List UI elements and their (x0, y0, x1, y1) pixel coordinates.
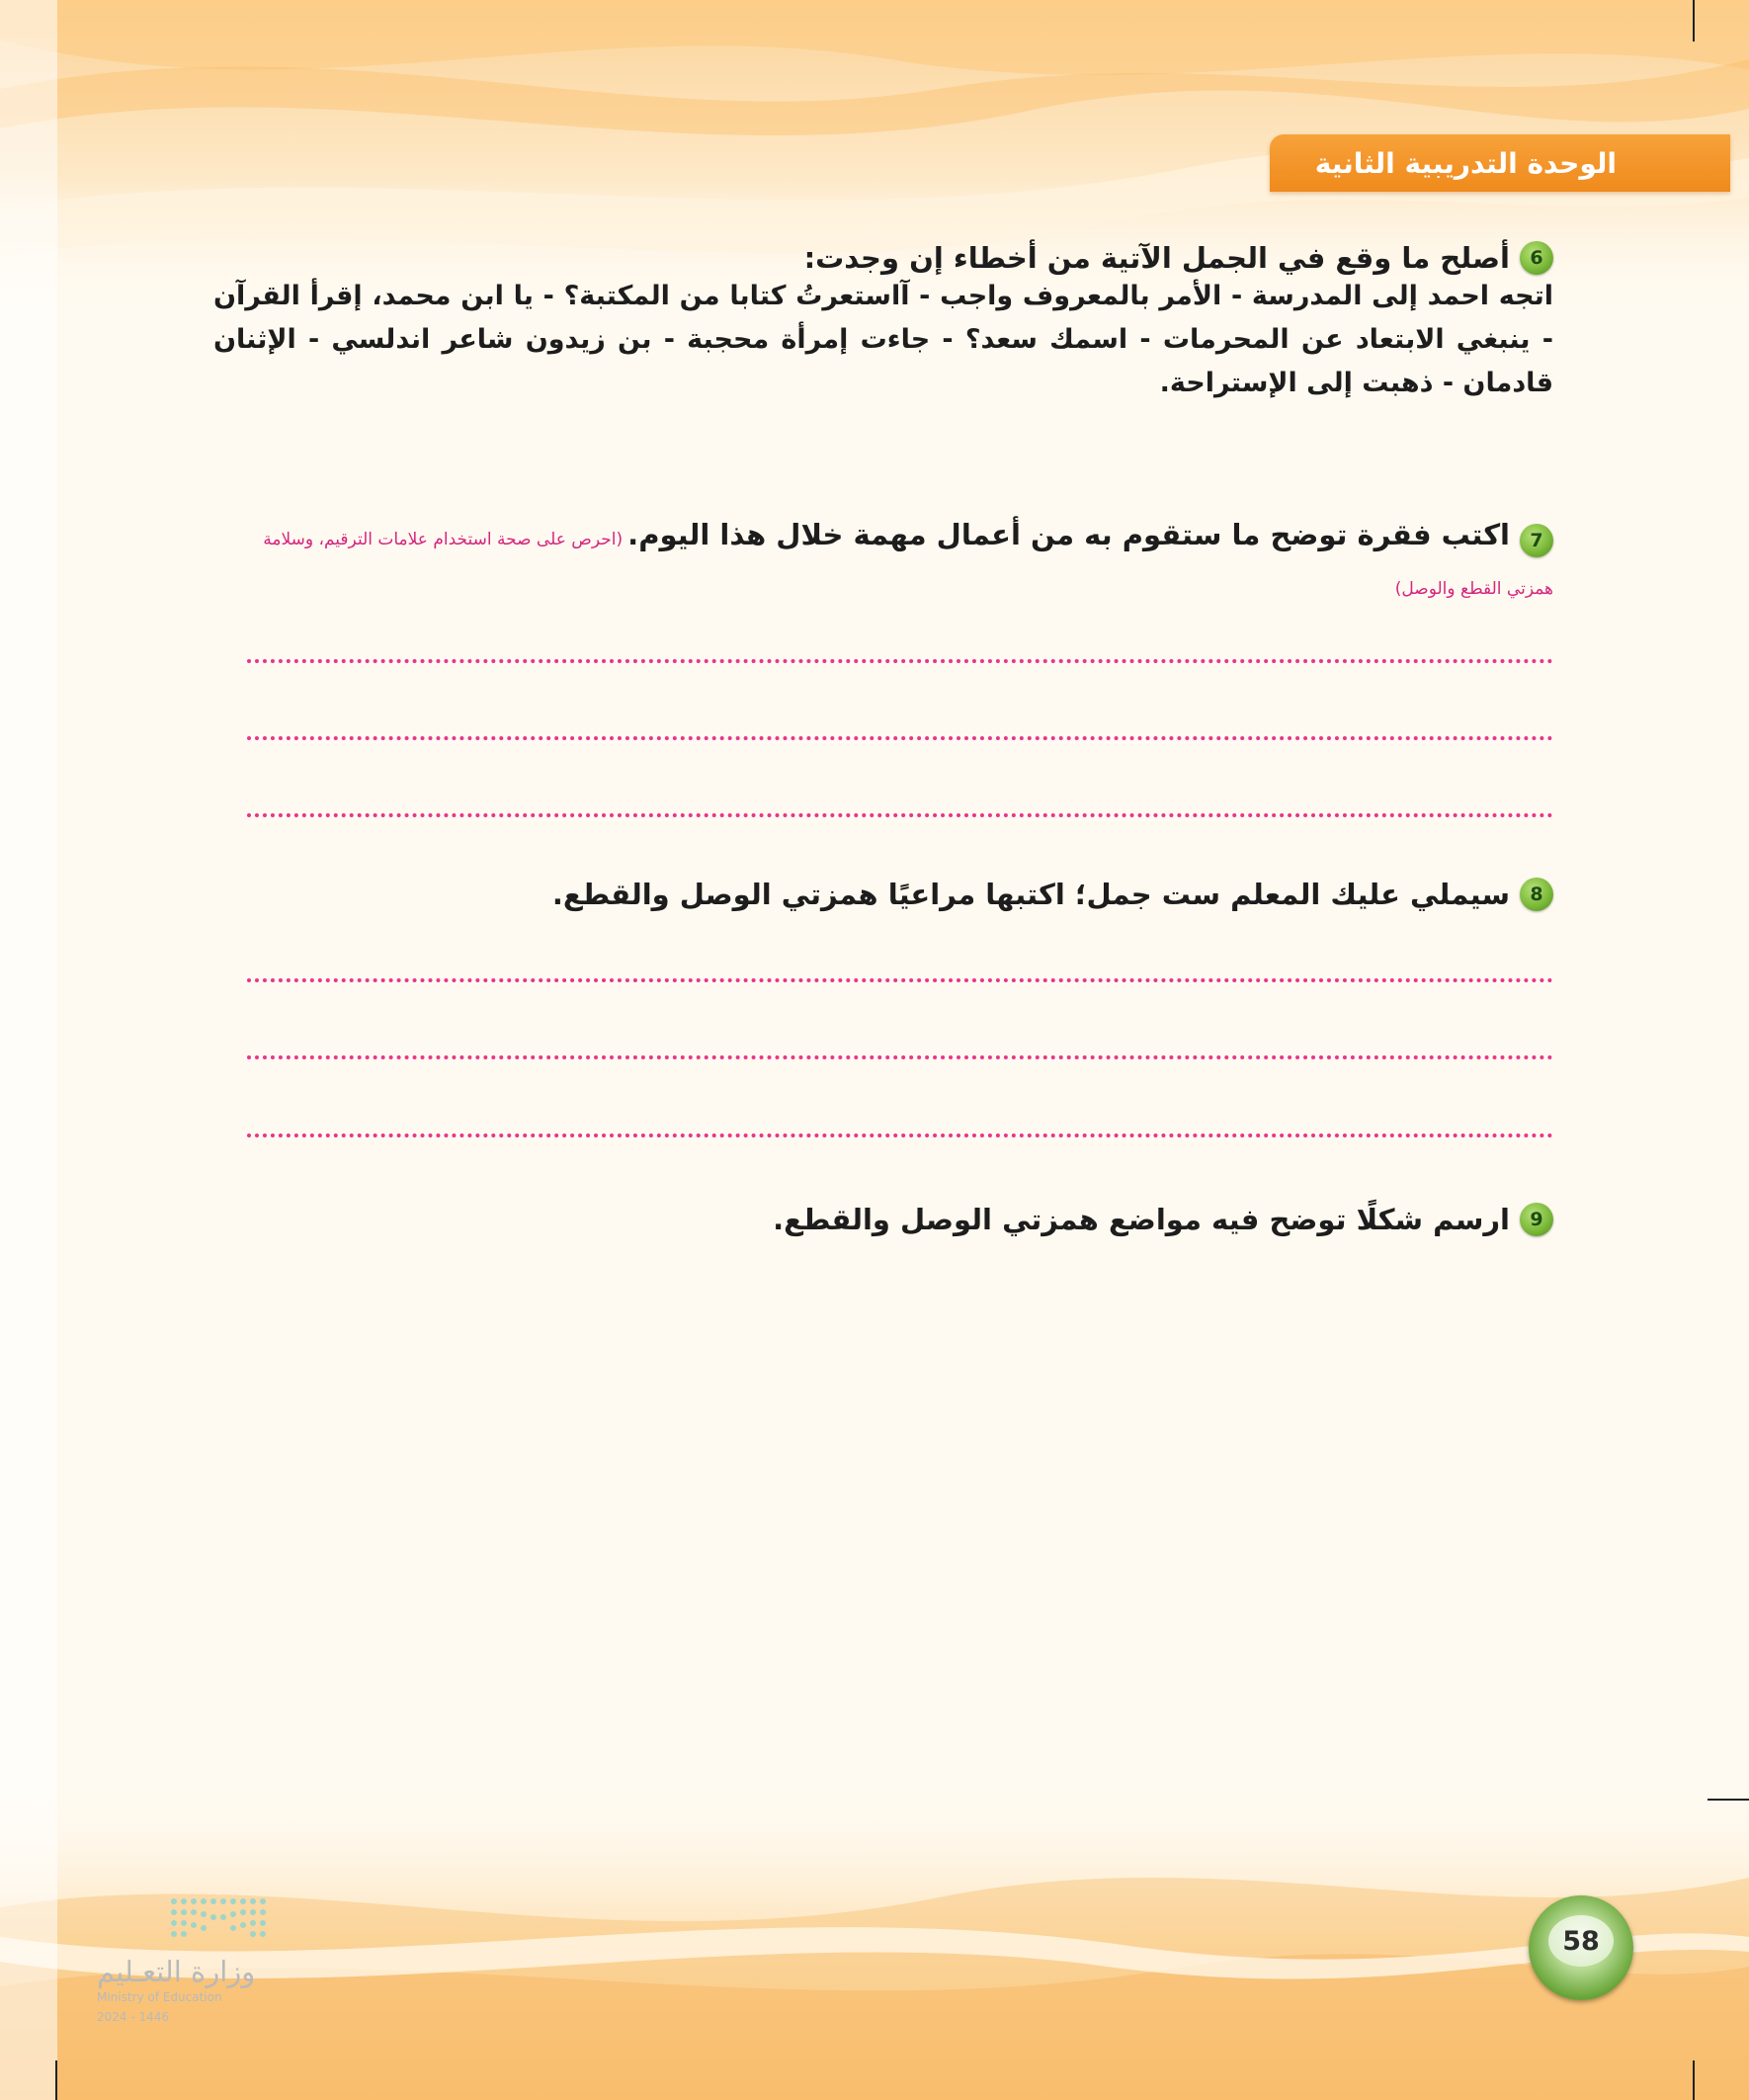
ministry-name-ar: وزارة التعـليم (97, 1955, 256, 1988)
question-6-header (213, 241, 1553, 275)
unit-title-tab (1270, 134, 1730, 192)
question-6-sentences: اتجه احمد إلى المدرسة - الأمر بالمعروف واجب - آاستعرتُ كتابا من المكتبة؟ - يا ابن محمد، إقرأ القرآن - ينبغي الابتعاد عن المحرمات - اسمك سعد؟ - جاءت إمرأة محجبة - بن زيدون شاعر اندلسي - الإثنان قادمان - ذهبت إلى الإستراحة. (213, 281, 1553, 398)
unit-title: الوحدة التدريبية الثانية (1314, 146, 1617, 180)
question-6-badge: 6 (1520, 241, 1553, 275)
crop-mark-top (1693, 0, 1695, 42)
answer-line-7-3[interactable] (247, 813, 1553, 817)
question-7 (213, 510, 1553, 614)
edition-year: 2024 - 1446 (97, 2010, 170, 2024)
ministry-dots-icon (97, 1895, 275, 1945)
answer-line-8-3[interactable] (247, 1134, 1553, 1137)
question-9 (773, 1203, 1553, 1236)
page-number-badge (1529, 1895, 1633, 2000)
question-7-title: اكتب فقرة توضح ما ستقوم به من أعمال مهمة خلال هذا اليوم. (627, 518, 1510, 551)
question-8-badge: 8 (1520, 878, 1553, 911)
question-6 (213, 241, 1553, 405)
question-7-note: (احرص على صحة استخدام علامات الترقيم، وسلامة همزتي القطع والوصل) (263, 530, 1553, 599)
question-7-badge: 7 (1520, 524, 1553, 557)
answer-line-8-2[interactable] (247, 1055, 1553, 1059)
page-number: 58 (1548, 1915, 1614, 1967)
drawing-area[interactable] (247, 1275, 1553, 1828)
answer-line-7-1[interactable] (247, 659, 1553, 663)
question-8-title: سيملي عليك المعلم ست جمل؛ اكتبها مراعيًا همزتي الوصل والقطع. (551, 878, 1510, 911)
question-9-badge: 9 (1520, 1203, 1553, 1236)
answer-line-8-1[interactable] (247, 978, 1553, 982)
question-7-header (213, 510, 1553, 614)
question-6-title: أصلح ما وقع في الجمل الآتية من أخطاء إن وجدت: (803, 241, 1510, 275)
ministry-logo (97, 1895, 275, 2024)
answer-line-7-2[interactable] (247, 736, 1553, 740)
question-9-header (773, 1203, 1553, 1236)
crop-mark-left (55, 2060, 57, 2100)
crop-mark-right (1707, 1799, 1749, 1801)
ministry-name-en: Ministry of Education (97, 1990, 222, 2004)
question-8 (552, 878, 1553, 911)
question-9-title: ارسم شكلًا توضح فيه مواضع همزتي الوصل والقطع. (773, 1203, 1510, 1236)
question-8-header (552, 878, 1553, 911)
crop-mark-bottom (1693, 2060, 1695, 2100)
